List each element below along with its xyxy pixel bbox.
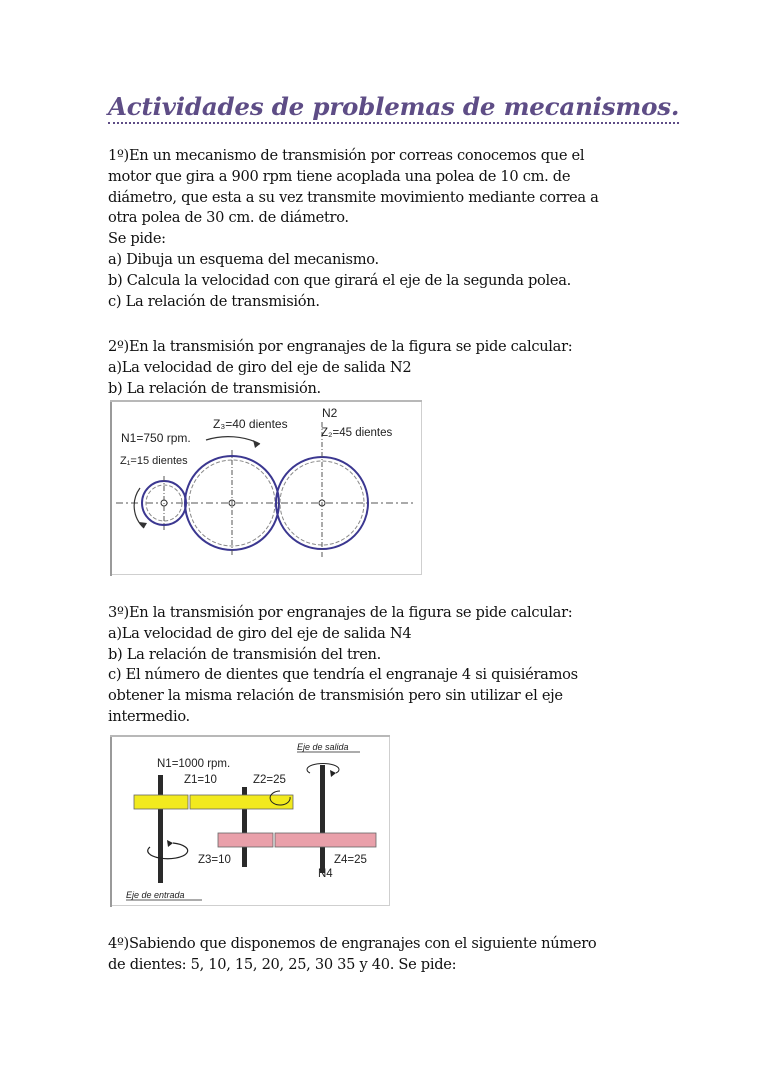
problem-1-line: diámetro, que esta a su vez transmite movimiento mediante correa a [108,188,599,206]
z2-label: Z₂=45 dientes [321,427,393,439]
problem-1 [108,146,598,312]
n2-label: N2 [322,406,338,420]
problem-1-line: 1º)En un mecanismo de transmisión por correas conocemos que el [108,147,585,164]
problem-3-line: c) El número de dientes que tendría el engranaje 4 si quisiéramos [108,666,578,684]
problem-1-line: Se pide: [108,230,166,248]
problem-1-line: b) Calcula la velocidad con que girará el eje de la segunda polea. [108,271,571,289]
problem-1-line: otra polea de 30 cm. de diámetro. [108,209,349,227]
problem-1-line: motor que gira a 900 rpm tiene acoplada una polea de 10 cm. de [108,167,571,185]
z3-label: Z₃=40 dientes [213,417,288,431]
problem-4-line: 4º)Sabiendo que disponemos de engranajes con el siguiente número [108,935,597,952]
z1-label: Z₁=15 dientes [120,455,188,467]
problem-2-line: a)La velocidad de giro del eje de salida N2 [108,358,412,376]
figure-left-edge [110,400,112,576]
gear-z3 [218,833,273,847]
n1-label: N1=750 rpm. [121,431,191,445]
problem-2-line: b) La relación de transmisión. [108,379,321,397]
figure-left-edge [110,735,112,907]
z3-label: Z3=10 [198,854,231,866]
gear-train-figure-2 [110,400,426,576]
gear-z1 [134,795,188,809]
z4-label: Z4=25 [334,854,367,866]
problem-2-line: 2º)En la transmisión por engranajes de la figura se pide calcular: [108,338,573,355]
problem-2 [108,337,572,399]
problem-3-line: intermedio. [108,707,190,725]
figure-top-edge [110,400,422,402]
output-shaft-label: Eje de salida [297,742,349,752]
problem-4-line: de dientes: 5, 10, 15, 20, 25, 30 35 y 40. Se pide: [108,955,457,973]
problem-1-line: a) Dibuja un esquema del mecanismo. [108,250,379,268]
input-shaft [158,775,163,883]
n4-label: N4 [318,868,333,880]
problem-3-line: 3º)En la transmisión por engranajes de la figura se pide calcular: [108,604,573,621]
problem-3 [108,603,578,728]
figure-top-edge [110,735,390,737]
problem-1-line: c) La relación de transmisión. [108,292,320,310]
input-shaft-label: Eje de entrada [126,890,185,900]
figure-frame [111,736,390,906]
problem-3-line: obtener la misma relación de transmisión pero sin utilizar el eje [108,687,563,705]
output-shaft [320,765,325,873]
gear-train-figure-3 [110,735,392,907]
z1-label: Z1=10 [184,774,217,786]
problem-4 [108,934,596,976]
gear-z2 [190,795,293,809]
n1-label: N1=1000 rpm. [157,758,231,770]
page-title: Actividades de problemas de mecanismos. [108,92,679,124]
problem-3-line: a)La velocidad de giro del eje de salida N4 [108,624,412,642]
problem-3-line: b) La relación de transmisión del tren. [108,645,381,663]
z2-label: Z2=25 [253,774,286,786]
gear-z4 [275,833,376,847]
